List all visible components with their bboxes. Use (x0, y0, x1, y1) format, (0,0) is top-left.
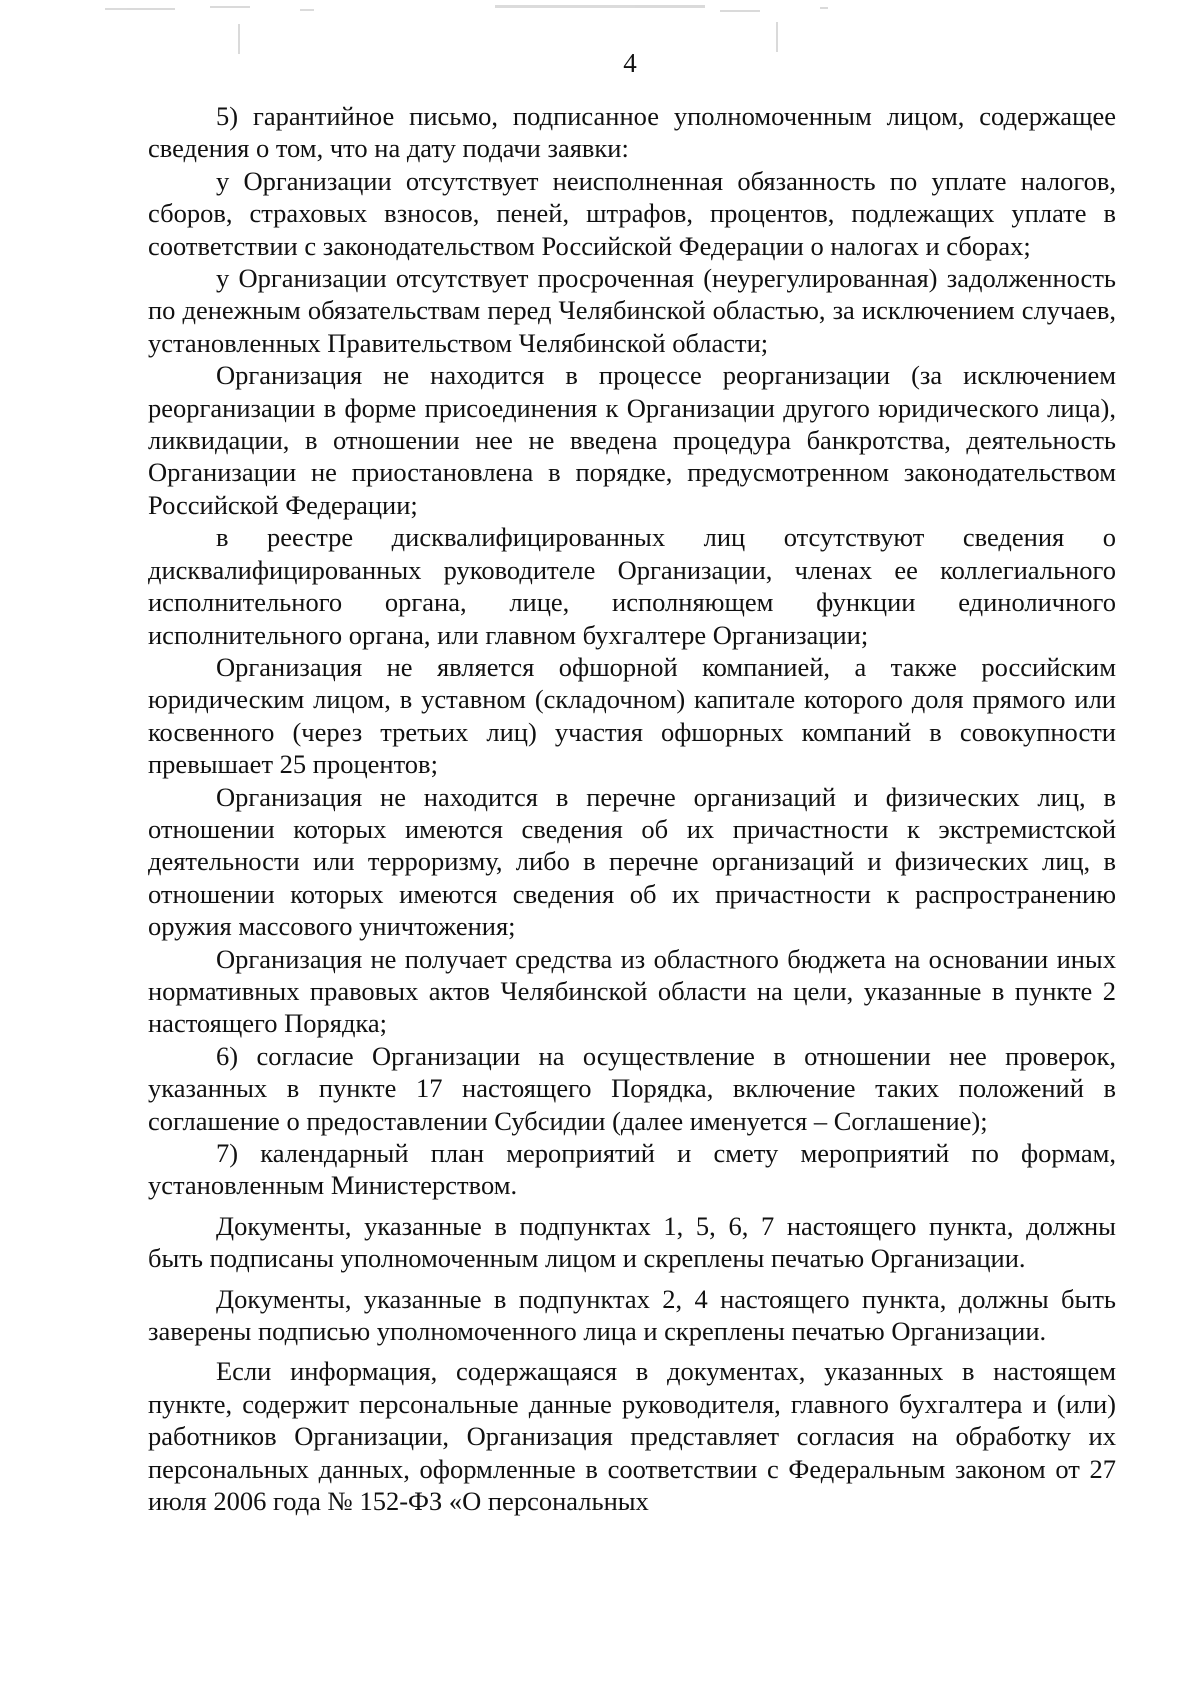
document-body (148, 100, 1116, 1517)
paragraph: Документы, указанные в подпунктах 1, 5, 6, 7 настоящего пункта, должны быть подписаны уполномоченным лицом и скреплены печатью Организации. (148, 1210, 1116, 1274)
paragraph: Если информация, содержащаяся в документах, указанных в настоящем пункте, содержит персональные данные руководителя, главного бухгалтера и (или) работников Организации, Организация представляет согласия на обработку их персональных данных, оформленные в соответствии с Федеральным законом от 27 июля 2006 года № 152-ФЗ «О персональных (148, 1356, 1116, 1517)
paragraph: у Организации отсутствует неисполненная обязанность по уплате налогов, сборов, страховых взносов, пеней, штрафов, процентов, подлежащих уплате в соответствии с законодательством Российской Федерации о налогах и сборах; (148, 165, 1116, 261)
paragraph: в реестре дисквалифицированных лиц отсутствуют сведения о дисквалифицированных руководителе Организации, членах ее коллегиального исполнительного органа, лице, исполняющем функции единоличного исполнительного органа, или главном бухгалтере Организации; (148, 522, 1116, 650)
paragraph: 6) согласие Организации на осуществление в отношении нее проверок, указанных в пункте 17 настоящего Порядка, включение таких положений в соглашение о предоставлении Субсидии (далее именуется – Соглашение); (148, 1040, 1116, 1136)
paragraph: Организация не находится в процессе реорганизации (за исключением реорганизации в форме присоединения к Организации другого юридического лица), ликвидации, в отношении нее не введена процедура банкротства, деятельность Организации не приостановлена в порядке, предусмотренном законодательством Российской Федерации; (148, 360, 1116, 520)
paragraph: 7) календарный план мероприятий и смету мероприятий по формам, установленным Министерством. (148, 1138, 1116, 1201)
paragraph: Организация не является офшорной компанией, а также российским юридическим лицом, в уставном (складочном) капитале которого доля прямого или косвенного (через третьих лиц) участия офшорных компаний в совокупности превышает 25 процентов; (148, 651, 1116, 780)
page-number: 4 (623, 48, 637, 78)
paragraph: Организация не находится в перечне организаций и физических лиц, в отношении которых имеются сведения об их причастности к экстремистской деятельности или терроризму, либо в перечне организаций и физических лиц, в отношении которых имеются сведения об их причастности к распространению оружия массового уничтожения; (148, 781, 1116, 942)
paragraph: у Организации отсутствует просроченная (неурегулированная) задолженность по денежным обязательствам перед Челябинской областью, за исключением случаев, установленных Правительством Челябинской области; (148, 263, 1116, 358)
paragraph: Документы, указанные в подпунктах 2, 4 настоящего пункта, должны быть заверены подписью уполномоченного лица и скреплены печатью Организации. (148, 1283, 1116, 1347)
paragraph: Организация не получает средства из областного бюджета на основании иных нормативных правовых актов Челябинской области на цели, указанные в пункте 2 настоящего Порядка; (148, 943, 1116, 1039)
paragraph: 5) гарантийное письмо, подписанное уполномоченным лицом, содержащее сведения о том, что на дату подачи заявки: (148, 101, 1116, 164)
